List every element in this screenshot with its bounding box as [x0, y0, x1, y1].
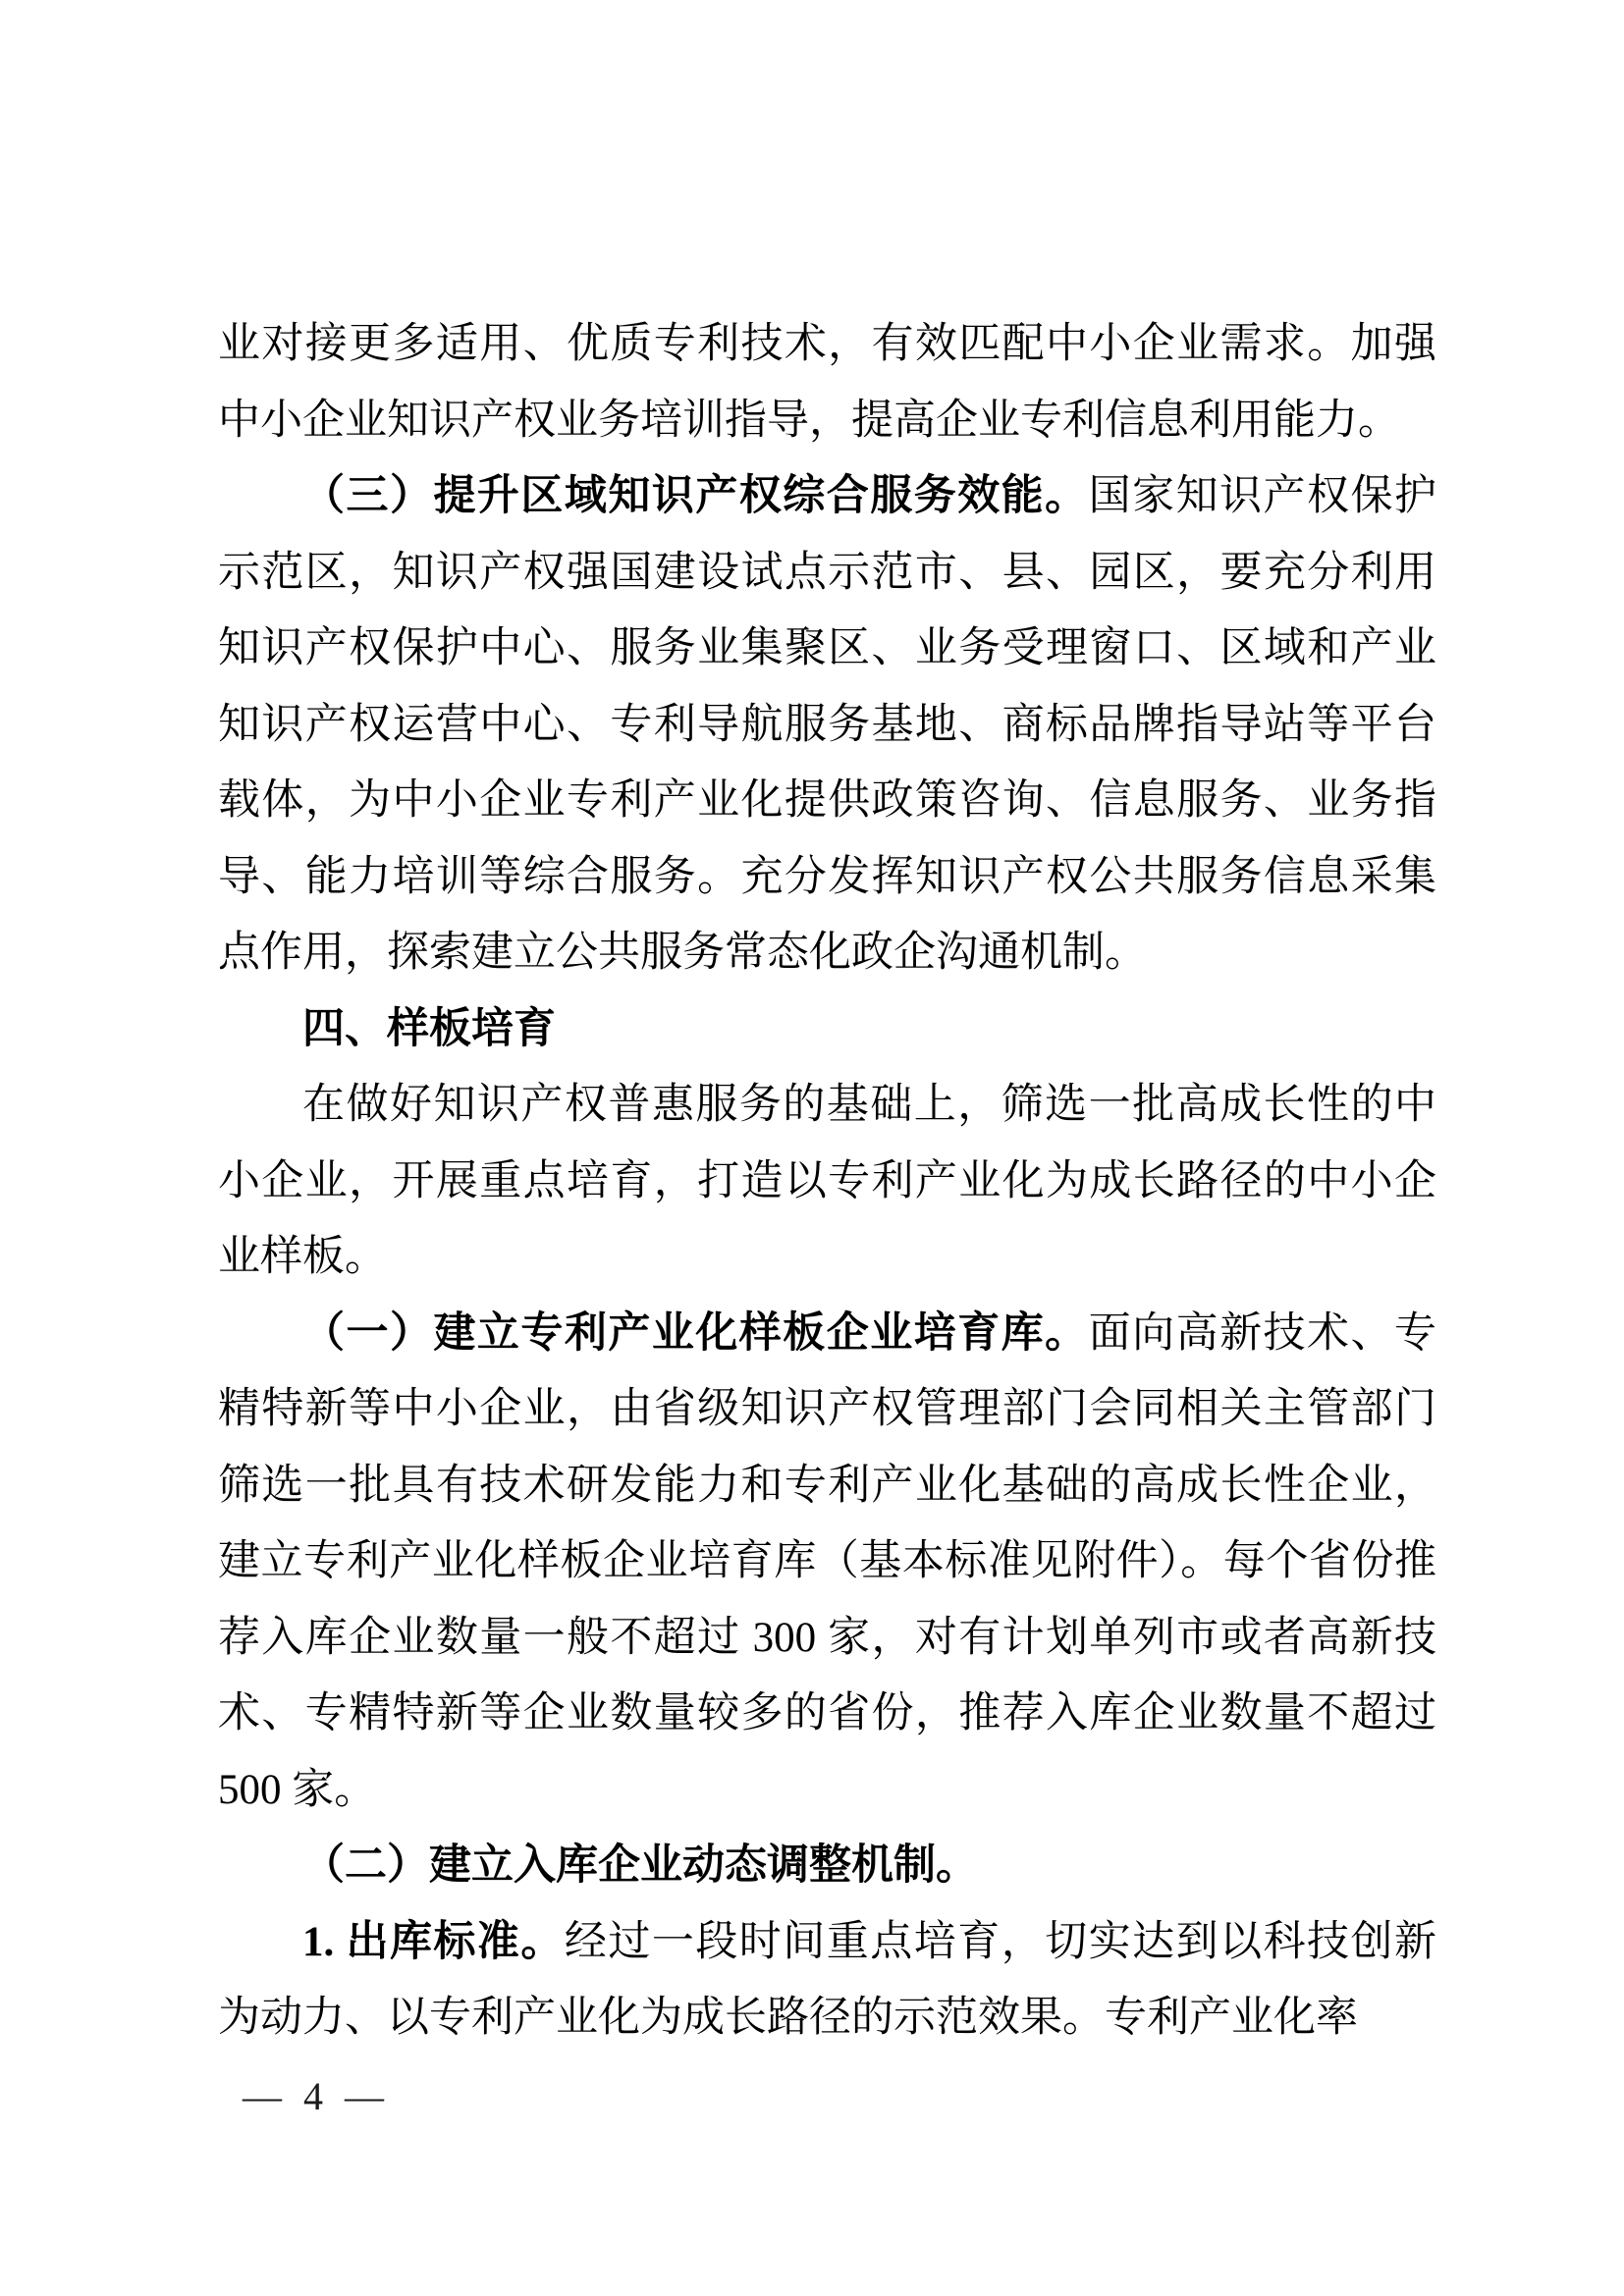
page-number-text: — 4 — [243, 2074, 390, 2118]
subsection-heading-3: （三）提升区域知识产权综合服务效能。 [302, 473, 1089, 519]
paragraph-subsection-1 [218, 1296, 1436, 1829]
body-text: 面向高新技术、专精特新等中小企业，由省级知识产权管理部门会同相关主管部门筛选一批具有技术研发能力和专利产业化基础的高成长性企业，建立专利产业化样板企业培育库（基本标准见附件）。每个省份推荐入库企业数量一般不超过 300 家，对有计划单列市或者高新技术、专精特新等企业数量较多的省份，推荐入库企业数量不超过 500 家。 [218, 1309, 1437, 1813]
item-heading-1: 1. 出库标准。 [302, 1918, 565, 1965]
paragraph-continuation [218, 306, 1436, 458]
document-body [218, 306, 1436, 2056]
page-number [243, 2067, 390, 2126]
body-text: 业对接更多适用、优质专利技术，有效匹配中小企业需求。加强中小企业知识产权业务培训指导，提高企业专利信息利用能力。 [218, 321, 1436, 444]
paragraph-subsection-2 [218, 1828, 1436, 1904]
paragraph-section-3 [218, 458, 1436, 991]
section-heading-text: 四、样板培育 [302, 1004, 556, 1052]
paragraph-intro [218, 1067, 1436, 1296]
section-heading-4 [218, 991, 1436, 1068]
body-text: 经过一段时间重点培育，切实达到以科技创新为动力、以专利产业化为成长路径的示范效果。专利产业化率 [218, 1918, 1437, 2041]
subsection-heading-2: （二）建立入库企业动态调整机制。 [302, 1842, 978, 1889]
paragraph-item-1 [218, 1904, 1436, 2056]
subsection-heading-1: （一）建立专利产业化样板企业培育库。 [302, 1309, 1089, 1357]
body-text: 在做好知识产权普惠服务的基础上，筛选一批高成长性的中小企业，开展重点培育，打造以专利产业化为成长路径的中小企业样板。 [218, 1082, 1436, 1280]
body-text: 国家知识产权保护示范区，知识产权强国建设试点示范市、县、园区，要充分利用知识产权保护中心、服务业集聚区、业务受理窗口、区域和产业知识产权运营中心、专利导航服务基地、商标品牌指导站等平台载体，为中小企业专利产业化提供政策咨询、信息服务、业务指导、能力培训等综合服务。充分发挥知识产权公共服务信息采集点作用，探索建立公共服务常态化政企沟通机制。 [218, 473, 1437, 976]
